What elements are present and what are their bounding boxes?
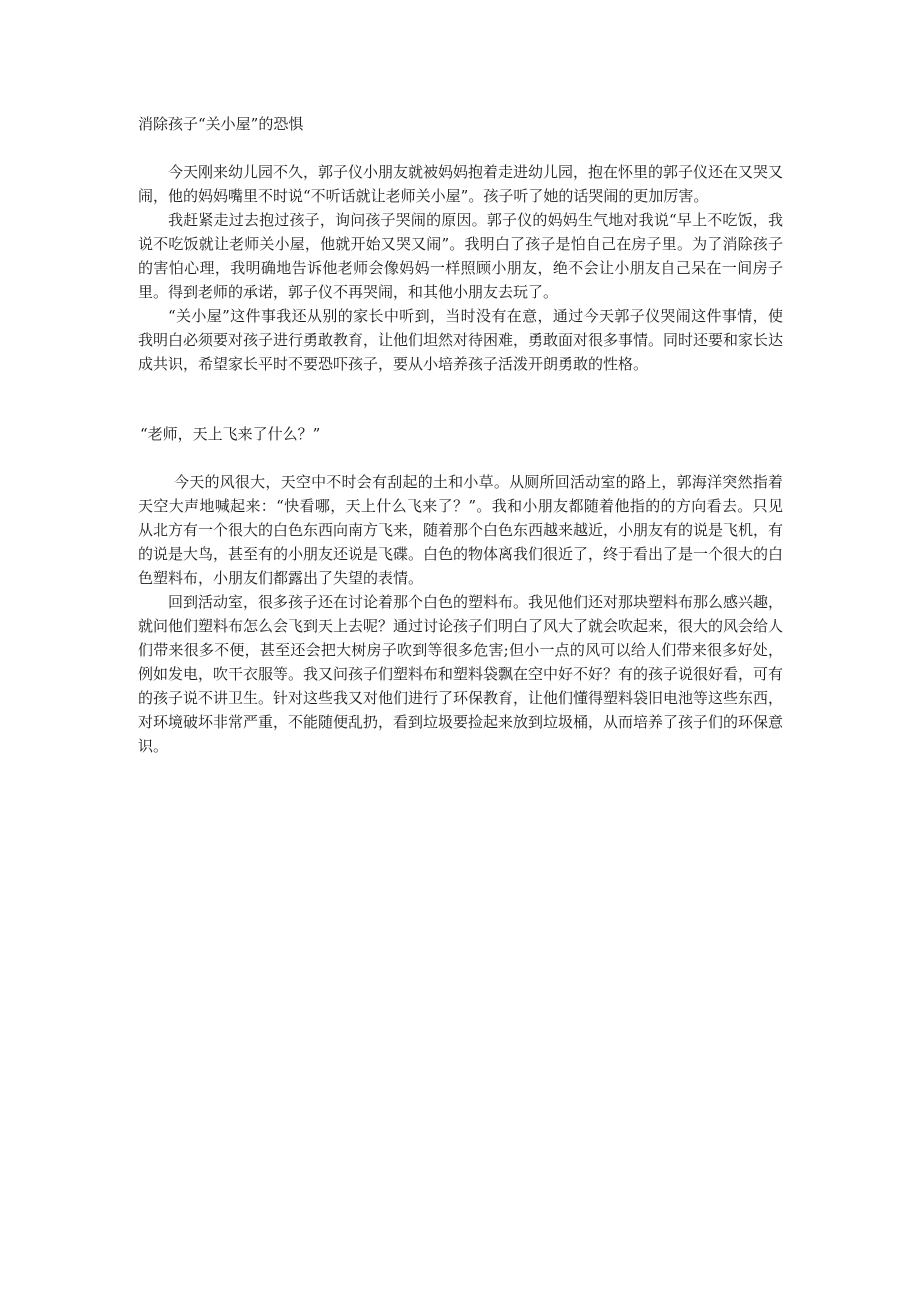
spacer xyxy=(138,136,783,160)
paragraph: 我赶紧走过去抱过孩子，询问孩子哭闹的原因。郭子仪的妈妈生气地对我说“早上不吃饭，我说不吃饭就让老师关小屋，他就开始又哭又闹”。我明白了孩子是怕自己在房子里。为了消除孩子的害怕心理，我明确地告诉他老师会像妈妈一样照顾小朋友，绝不会让小朋友自己呆在一间房子里。得到老师的承诺，郭子仪不再哭闹，和其他小朋友去玩了。 xyxy=(138,211,783,301)
paragraph: “关小屋”这件事我还从别的家长中听到，当时没有在意，通过今天郭子仪哭闹这件事情，使我明白必须要对孩子进行勇敢教育，让他们坦然对待困难，勇敢面对很多事情。同时还要和家长达成共识，希望家长平时不要恐吓孩子，要从小培养孩子活泼开朗勇敢的性格。 xyxy=(138,307,784,373)
section-title: 消除孩子“关小屋”的恐惧 xyxy=(138,115,304,133)
paragraph: 今天的风很大，天空中不时会有刮起的土和小草。从厕所回活动室的路上，郭海洋突然指着天空大声地喊起来：“快看哪，天上什么飞来了？”。我和小朋友都随着他指的的方向看去。只见从北方有一个很大的白色东西向南方飞来，随着那个白色东西越来越近，小朋友有的说是飞机，有的说是大鸟，甚至有的小朋友还说是飞碟。白色的物体离我们很近了，终于看出了是一个很大的白色塑料布，小朋友们都露出了失望的表情。 xyxy=(138,473,784,587)
section-fear-of-small-room xyxy=(138,112,783,376)
paragraph: 回到活动室，很多孩子还在讨论着那个白色的塑料布。我见他们还对那块塑料布那么感兴趣，就问他们塑料布怎么会飞到天上去呢？通过讨论孩子们明白了风大了就会吹起来，很大的风会给人们带来很多不便，甚至还会把大树房子吹到等很多危害;但小一点的风可以给人们带来很多好处，例如发电，吹干衣服等。我又问孩子们塑料布和塑料袋飘在空中好不好？有的孩子说很好看，可有的孩子说不讲卫生。针对这些我又对他们进行了环保教育，让他们懂得塑料袋旧电池等这些东西，对环境破坏非常严重，不能随便乱扔，看到垃圾要捡起来放到垃圾桶，从而培养了孩子们的环保意识。 xyxy=(138,593,784,755)
section-what-flew-in-sky xyxy=(138,422,783,758)
section-title: “老师，天上飞来了什么？” xyxy=(140,425,321,443)
paragraph: 今天刚来幼儿园不久，郭子仪小朋友就被妈妈抱着走进幼儿园，抱在怀里的郭子仪还在又哭又闹，他的妈妈嘴里不时说“不听话就让老师关小屋”。孩子听了她的话哭闹的更加厉害。 xyxy=(138,163,784,205)
spacer xyxy=(138,446,783,470)
document-body xyxy=(138,112,783,758)
